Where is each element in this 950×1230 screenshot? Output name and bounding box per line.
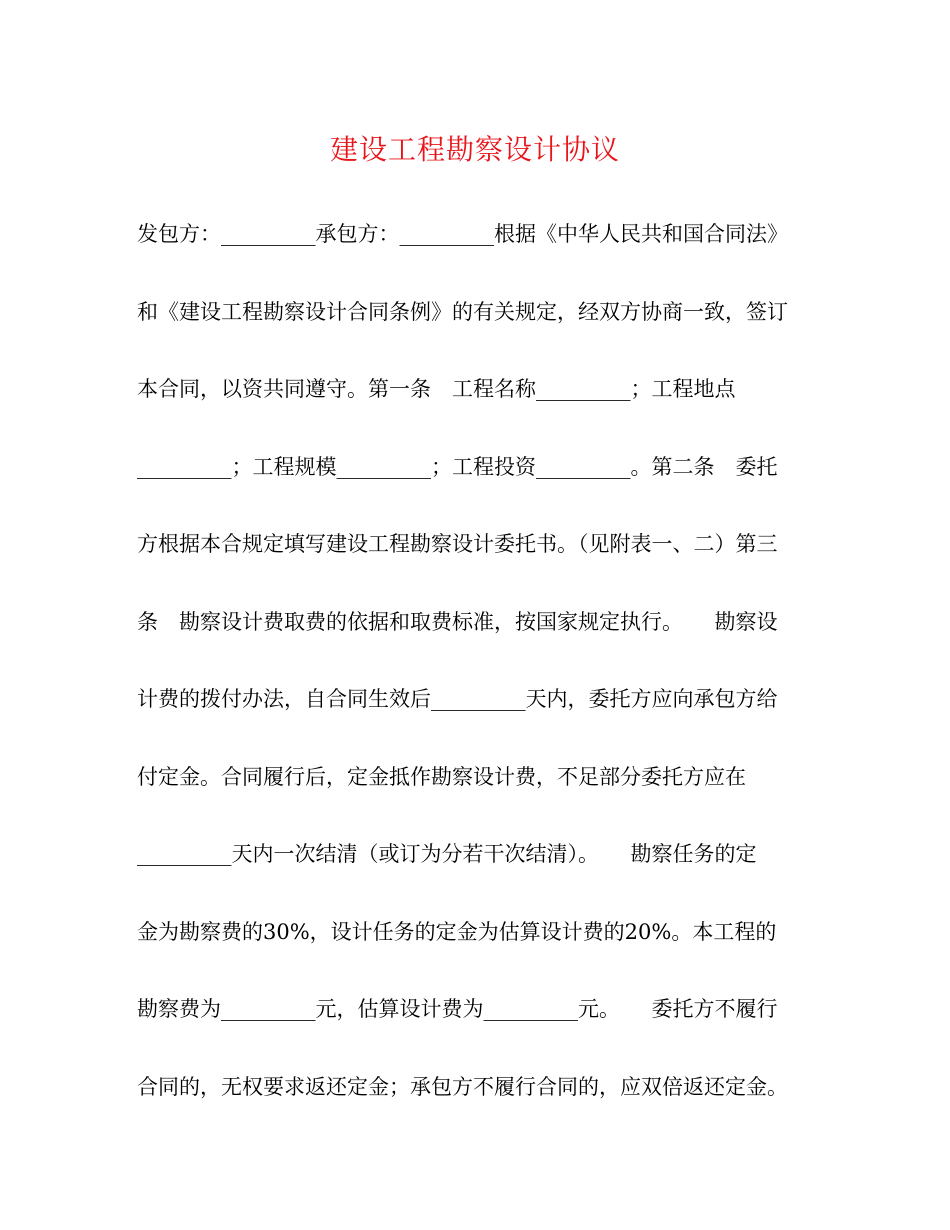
body-line: 付定金。合同履行后，定金抵作勘察设计费，不足部分委托方应在 xyxy=(137,764,746,789)
body-line: 发包方：_________承包方：_________根据《中华人民共和国合同法》 xyxy=(137,222,788,246)
document-body xyxy=(137,214,827,1144)
body-line: 勘察费为_________元，估算设计费为_________元。 委托方不履行 xyxy=(137,997,778,1021)
body-line: 本合同，以资共同遵守。第一条 工程名称_________；工程地点 xyxy=(137,377,736,401)
body-line: 合同的，无权要求返还定金；承包方不履行合同的，应双倍返还定金。 xyxy=(137,1074,788,1099)
body-line: 金为勘察费的30%，设计任务的定金为估算设计费的20%。本工程的 xyxy=(137,919,777,944)
body-line: 和《建设工程勘察设计合同条例》的有关规定，经双方协商一致，签订 xyxy=(137,299,788,324)
body-line: _________；工程规模_________；工程投资_________。第二条 委托 xyxy=(137,454,778,479)
body-line: 方根据本合规定填写建设工程勘察设计委托书。（见附表一、二）第三 xyxy=(137,532,778,556)
body-line: 条 勘察设计费取费的依据和取费标准，按国家规定执行。 勘察设 xyxy=(137,609,778,634)
body-line: 计费的拨付办法，自合同生效后_________天内，委托方应向承包方给 xyxy=(137,687,778,711)
document-title: 建设工程勘察设计协议 xyxy=(329,133,620,166)
body-line: _________天内一次结清（或订为分若干次结清）。 勘察任务的定 xyxy=(137,842,757,866)
